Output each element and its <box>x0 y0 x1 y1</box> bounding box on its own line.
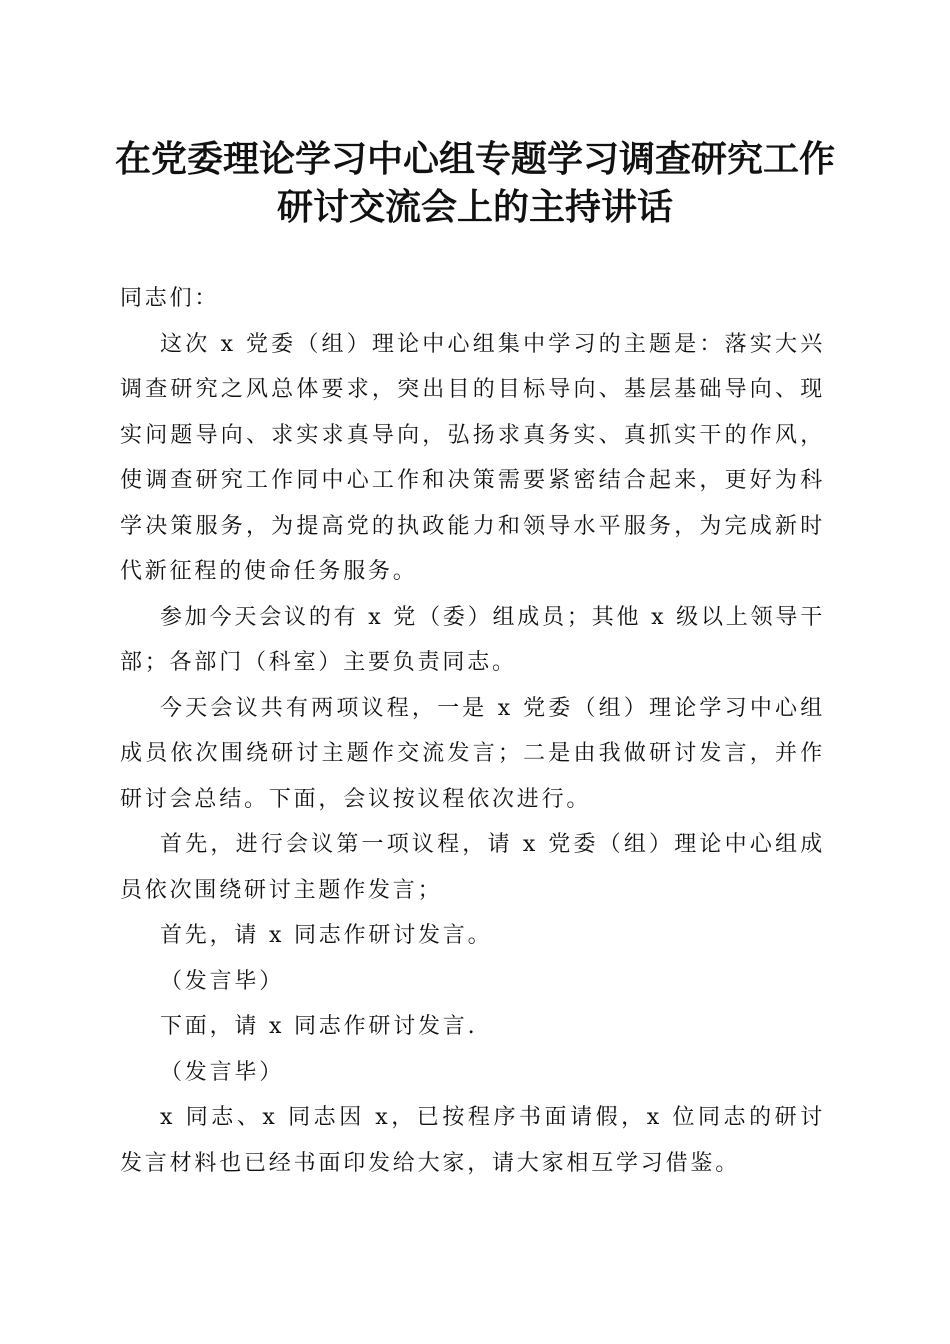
paragraph-speech-done-2: （发言毕） <box>160 1059 285 1085</box>
paragraph-speech-done-1: （发言毕） <box>160 968 285 994</box>
paragraph-first-speaker: 首先，请 x 同志作研讨发言。 <box>160 923 493 948</box>
paragraph-first-item: 首先，进行会议第一项议程，请 x 党委（组）理论中心组成员依次围绕研讨主题作发言； <box>120 832 825 903</box>
salutation: 同志们： <box>120 286 220 311</box>
document-title-line-2: 研讨交流会上的主持讲话 <box>276 186 673 228</box>
paragraph-attendees: 参加今天会议的有 x 党（委）组成员；其他 x 级以上领导干部；各部门（科室）主要负责同志。 <box>120 604 825 675</box>
paragraph-agenda: 今天会议共有两项议程，一是 x 党委（组）理论学习中心组成员依次围绕研讨主题作交流发言；二是由我做研讨发言，并作研讨会总结。下面，会议按议程依次进行。 <box>120 695 825 812</box>
paragraph-leave-note: x 同志、x 同志因 x，已按程序书面请假，x 位同志的研讨发言材料也已经书面印发给大家，请大家相互学习借鉴。 <box>120 1105 825 1176</box>
paragraph-next-speaker: 下面，请 x 同志作研讨发言. <box>160 1014 478 1039</box>
document-title-line-1: 在党委理论学习中心组专题学习调查研究工作 <box>114 138 835 180</box>
paragraph-theme: 这次 x 党委（组）理论中心组集中学习的主题是：落实大兴调查研究之风总体要求，突出目的目标导向、基层基础导向、现实问题导向、求实求真导向，弘扬求真务实、真抓实干的作风，使调查研究工作同中心工作和决策需要紧密结合起来，更好为科学决策服务，为提高党的执政能力和领导水平服务，为完成新时代新征程的使命任务服务。 <box>120 331 825 584</box>
document-body <box>120 276 825 1186</box>
